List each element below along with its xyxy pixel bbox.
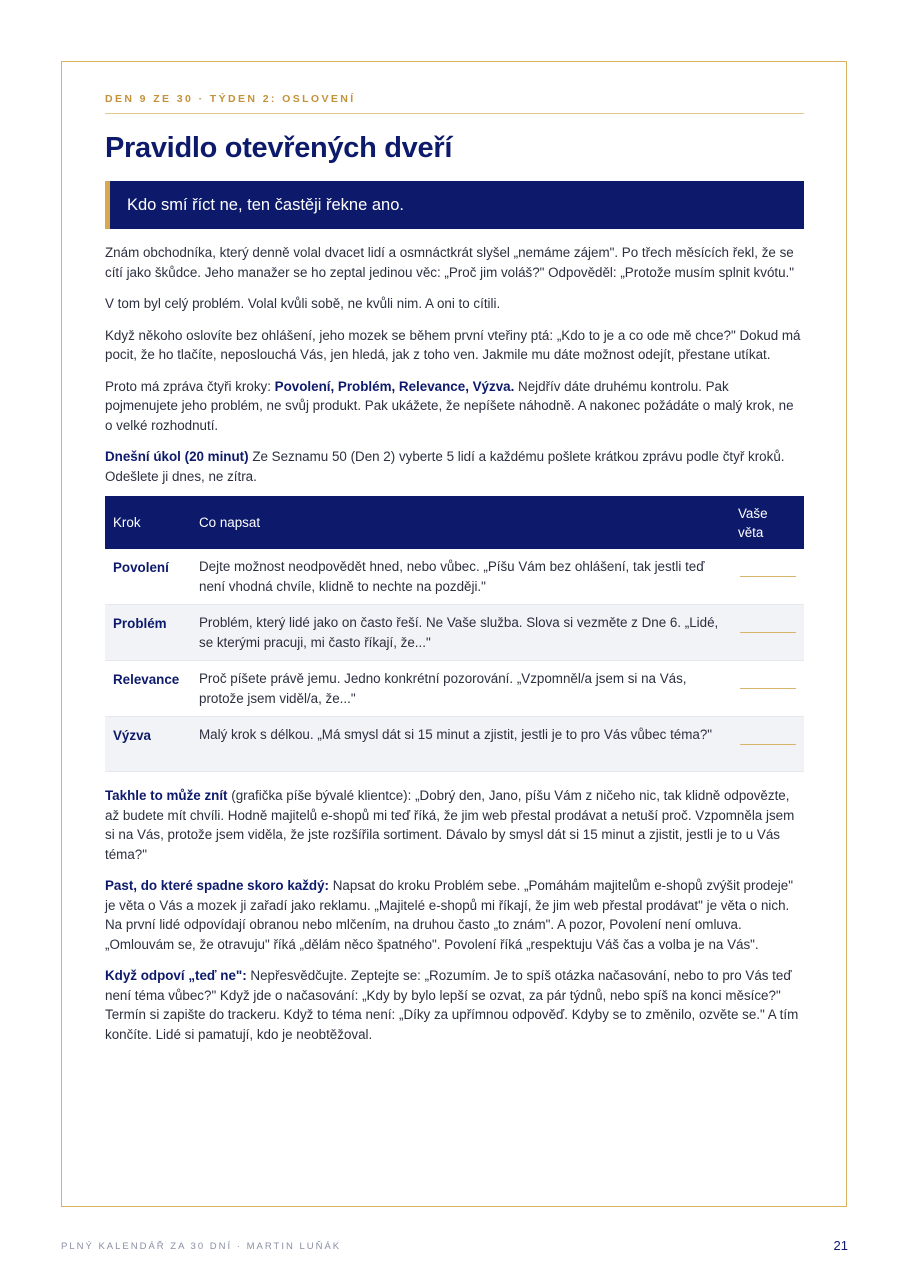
step-name: Výzva [113,728,151,743]
trap-paragraph [105,876,804,954]
intro-paragraph: Znám obchodníka, který denně volal dvacet lidí a osmnáctkrát slyšel „nemáme zájem". Po třech měsících řekl, že se cítí jako škůdce. Jeho manažer se ho zeptal jedinou věc: „Proč jim voláš?" Odpověděl: „Protože musím splnit kvótu." [105,245,795,280]
page-title: Pravidlo otevřených dveří [105,132,453,164]
step-text: Proč píšete právě jemu. Jedno konkrétní pozorování. „Vzpomněl/a jsem si na Vás, protože jsem viděl/a, že..." [199,671,687,706]
steps-list: Povolení, Problém, Relevance, Výzva. [274,378,515,394]
step-name: Problém [113,616,167,631]
header-your-sentence: Vaše věta [738,505,768,540]
example-paragraph [105,786,804,864]
step-text: Problém, který lidé jako on často řeší. Ne Vaše služba. Slova si vezměte z Dne 6. „Lidé, se kterými pracuji, mi často říkají, že..." [199,615,719,650]
answer-line[interactable] [730,549,804,605]
answer-line[interactable] [730,661,804,717]
step-text: Malý krok s délkou. „Má smysl dát si 15 minut a zjistit, jestli je to pro Vás vůbec téma?" [199,727,713,742]
not-now-text: Nepřesvědčujte. Zeptejte se: „Rozumím. Je to spíš otázka načasování, nebo to pro Vás teď není téma vůbec?" Když jde o načasování: „Kdy by bylo lepší se ozvat, za pár týdnů, nebo spíš na konci měsíce?" Termín si zapište do trackeru. Když to téma není: „Díky za upřímnou odpověď. Kdyby se to změnilo, ozvěte se." A tím končíte. Lidé si pamatují, kdo je neobtěžoval. [105,968,799,1042]
task-paragraph [105,447,804,486]
page-content [105,93,804,1044]
example-label: Takhle to může znít [105,788,228,803]
header-step: Krok [113,515,141,530]
table-row [105,605,804,661]
step-name: Povolení [113,560,169,575]
page-number: 21 [833,1238,848,1253]
header-what: Co napsat [199,515,261,530]
answer-line[interactable] [730,717,804,772]
highlight-banner: Kdo smí říct ne, ten častěji řekne ano. [105,181,804,229]
table-header-row [105,496,804,549]
footer-book-title: PLNÝ KALENDÁŘ ZA 30 DNÍ · MARTIN LUŇÁK [61,1241,342,1252]
trap-text: Napsat do kroku Problém sebe. „Pomáhám majitelům e-shopů zvýšit prodeje" je věta o Vás a mozek ji zařadí jako reklamu. „Majitelé e-shopů mi říkají, že jim web přestal prodávat" je věta o nich. Na první lidé odpovídají obranou nebo mlčením, na druhou často „to znám". A pozor, Povolení není omluva. „Omlouvám se, že otravuju" říká „dělám něco špatného". Povolení říká „respektuju Váš čas a volba je na Vás". [105,878,793,952]
step-name: Relevance [113,672,180,687]
answer-line[interactable] [730,605,804,661]
brain-paragraph: Když někoho oslovíte bez ohlášení, jeho mozek se během první vteřiny ptá: „Kdo to je a co ode mě chce?" Dokud má pocit, že ho tlačíte, neposlouchá Vás, jen hledá, jak z toho ven. Jakmile mu dáte možnost odejít, přestane utíkat. [105,327,801,362]
step-text: Dejte možnost neodpovědět hned, nebo vůbec. „Píšu Vám bez ohlášení, tak jestli teď není vhodná chvíle, klidně to nechte na později." [199,559,705,594]
task-text: Ze Seznamu 50 (Den 2) vyberte 5 lidí a každému pošlete krátkou zprávu podle čtyř kroků. Odešlete ji dnes, ne zítra. [105,449,785,484]
table-row [105,717,804,772]
steps-explanation: Nejdřív dáte druhému kontrolu. Pak pojmenujete jeho problém, ne svůj produkt. Pak ukážete, že nepíšete náhodně. A nakonec požádáte o malý krok, ne o velké rozhodnutí. [105,378,794,433]
not-now-label: Když odpoví „teď ne": [105,968,247,983]
example-text: (grafička píše bývalé klientce): „Dobrý den, Jano, píšu Vám z ničeho nic, tak klidně odpovězte, až budete mít chvíli. Hodně majitelů e-shopů mi teď říká, že jim web přestal prodávat a netuší proč. Vzpomněla jsem si na Vás, protože jsem viděla, že jste rozšířila sortiment. Dávalo by smysl dát si 15 minut a zjistit, jestli je to u Vás téma?" [105,788,795,862]
steps-intro: Proto má zpráva čtyři kroky: [105,378,275,394]
task-label: Dnešní úkol (20 minut) [105,449,249,464]
table-row [105,549,804,605]
trap-label: Past, do které spadne skoro každý: [105,878,329,893]
steps-table [105,496,804,772]
steps-paragraph [105,377,804,436]
not-now-paragraph [105,966,804,1044]
section-kicker: DEN 9 ZE 30 · TÝDEN 2: OSLOVENÍ [105,93,804,114]
problem-paragraph: V tom byl celý problém. Volal kvůli sobě, ne kvůli nim. A oni to cítili. [105,296,501,311]
table-row [105,661,804,717]
